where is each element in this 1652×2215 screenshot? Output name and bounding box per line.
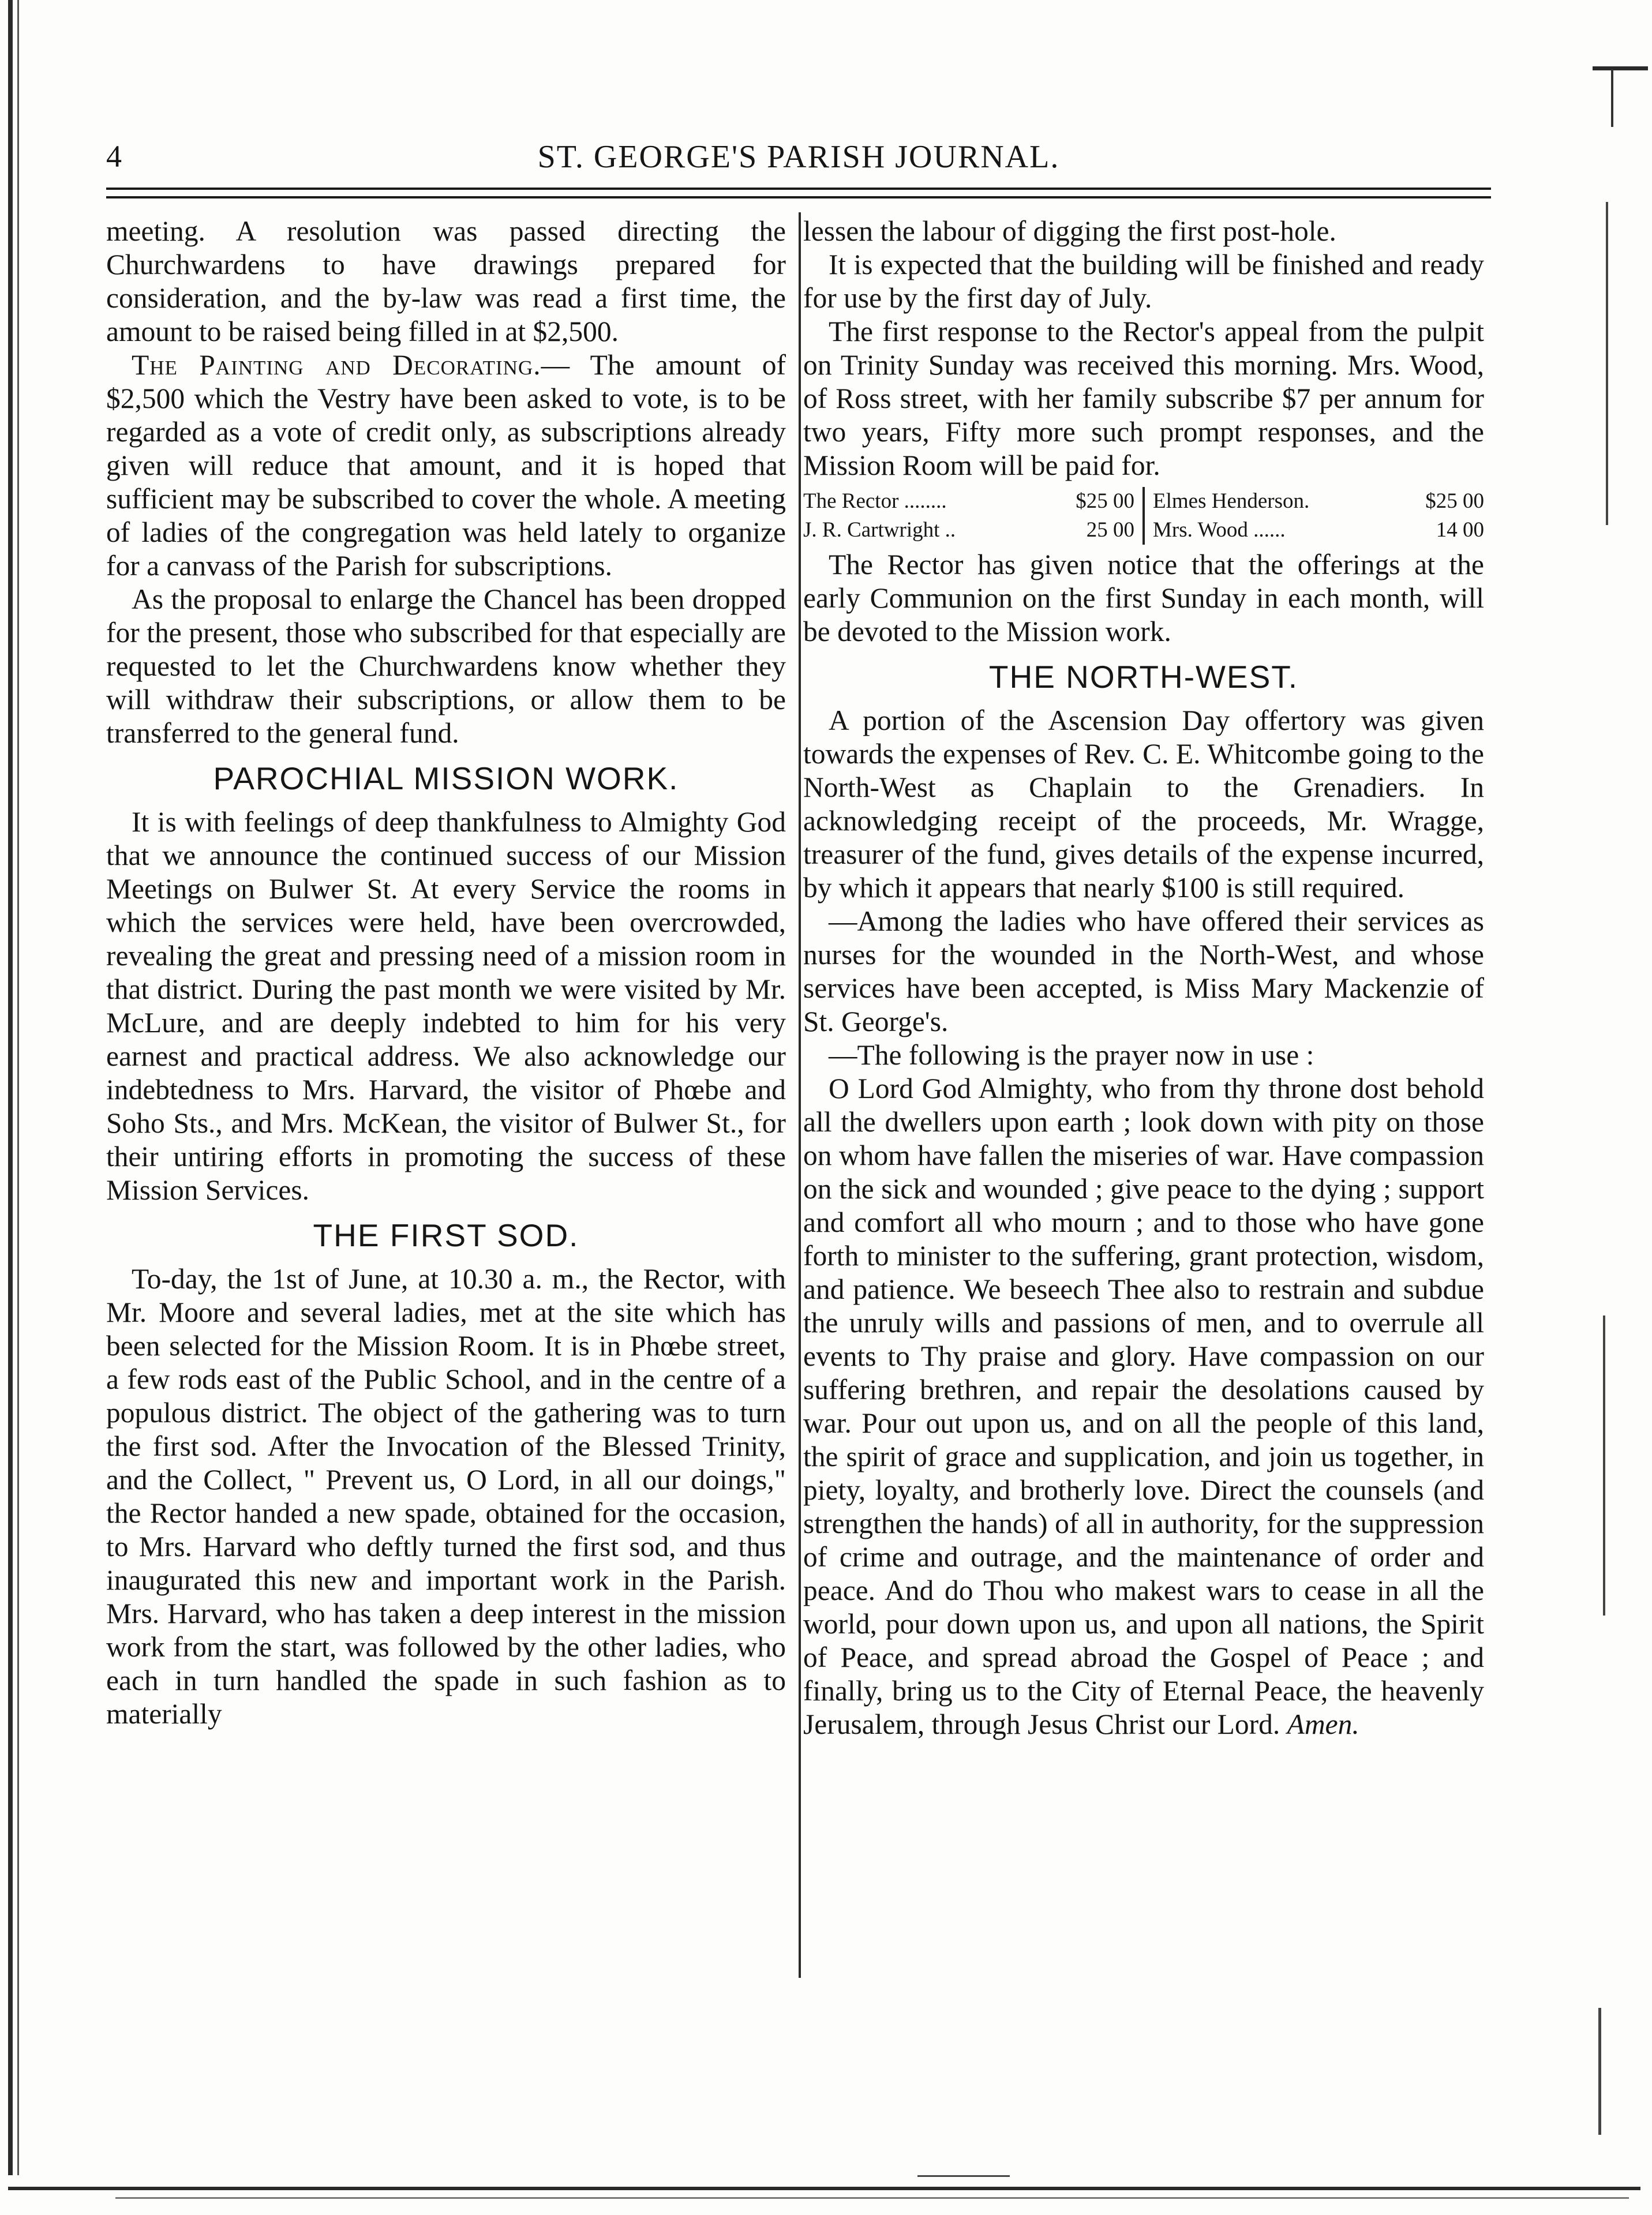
section-heading: THE NORTH-WEST.: [988, 659, 1299, 695]
run-in-heading: The Painting and Decorating.: [132, 349, 541, 381]
paragraph: The Rector has given notice that the offerings at the early Communion on the first Sunday in each month, will be devoted to the Mission work.: [803, 549, 1484, 647]
subscription-entry: [803, 487, 1134, 516]
column-divider: [799, 212, 801, 1978]
scan-corner-mark: [1593, 66, 1648, 70]
list-divider: [1142, 487, 1145, 516]
scan-border-left-inner: [17, 0, 19, 2175]
prayer-text: O Lord God Almighty, who from thy throne dost behold all the dwellers upon earth ; look down with pity on those on whom have fallen the miseries of war. Have compassion on the sick and wounded ; give peace to the dying ; support and comfort all who mourn ; and to those who have gone forth to minister to the suffering, grant protection, wisdom, and patience. We beseech Thee also to restrain and subdue the unruly wills and passions of men, and to overrule all events to Thy praise and glory. Have compassion on our suffering brethren, and repair the desolations caused by war. Pour out upon us, and on all the people of this land, the spirit of grace and supplication, and join us together, in piety, loyalty, and brotherly love. Direct the counsels (and strengthen the hands) of all in authority, for the suppression of crime and outrage, and the maintenance of order and peace. And do Thou who makest wars to cease in all the world, pour down upon us, and upon all nations, the Spirit of Peace, and spread abroad the Gospel of Peace ; and finally, bring us to the City of Eternal Peace, the heavenly Jerusalem, through Jesus Christ our Lord.: [803, 1073, 1484, 1740]
scan-edge-mark: [1606, 202, 1608, 525]
scan-smudge: [917, 2175, 1010, 2177]
paragraph: —The following is the prayer now in use :: [829, 1039, 1314, 1071]
subscriber-name: The Rector ........: [803, 489, 947, 513]
paragraph: The first response to the Rector's appeal from the pulpit on Trinity Sunday was received this morning. Mrs. Wood, of Ross street, with her family subscribe $7 per annum for two years, Fifty more such prompt responses, and the Mission Room will be paid for.: [803, 316, 1484, 481]
left-column: [106, 215, 786, 1731]
header-rule: [106, 188, 1491, 190]
right-column: [803, 215, 1484, 1741]
page-number: 4: [106, 139, 122, 174]
paragraph: As the proposal to enlarge the Chancel has been dropped for the present, those who subscribed for that especially are requested to let the Churchwardens know whether they will withdraw their subscriptions, or allow them to be transferred to the general fund.: [106, 583, 786, 749]
paragraph: It is expected that the building will be finished and ready for use by the first day of July.: [803, 249, 1484, 314]
subscription-entry: [803, 516, 1134, 545]
section-heading: THE FIRST SOD.: [313, 1217, 579, 1253]
subscription-amount: $25 00: [1425, 489, 1484, 513]
paragraph-text: — The amount of $2,500 which the Vestry have been asked to vote, is to be regarded as a vote of credit only, as subscriptions already given will reduce that amount, and it is hoped that sufficient may be subscribed to cover the whole. A meeting of ladies of the congregation was held lately to organize for a canvass of the Parish for subscriptions.: [106, 349, 786, 582]
paragraph: A portion of the Ascension Day offertory was given towards the expenses of Rev. C. E. Whitcombe going to the North-West as Chaplain to the Grenadiers. In acknowledging receipt of the proceeds, Mr. Wragge, treasurer of the fund, gives details of the expense incurred, by which it appears that nearly $100 is still required.: [803, 704, 1484, 904]
scan-border-bottom: [8, 2187, 1640, 2190]
subscriber-name: Elmes Henderson.: [1153, 489, 1310, 513]
subscription-amount: 14 00: [1436, 518, 1484, 542]
subscription-list: [803, 487, 1484, 545]
subscription-entry: [1153, 516, 1484, 545]
paragraph: [106, 348, 786, 583]
subscription-amount: $25 00: [1076, 489, 1134, 513]
journal-title: ST. GEORGE'S PARISH JOURNAL.: [537, 139, 1060, 175]
subscriber-name: J. R. Cartwright ..: [803, 518, 956, 542]
paragraph: lessen the labour of digging the first post-hole.: [803, 215, 1336, 247]
paragraph: —Among the ladies who have offered their services as nurses for the wounded in the North-West, and whose services have been accepted, is Miss Mary Mackenzie of St. George's.: [803, 905, 1484, 1037]
scan-edge-mark: [1611, 69, 1613, 127]
header-rule: [106, 196, 1491, 198]
scan-border-left: [8, 0, 13, 2175]
subscriber-name: Mrs. Wood ......: [1153, 518, 1286, 542]
scan-edge-mark: [1603, 1315, 1605, 1616]
paragraph: meeting. A resolution was passed directing the Churchwardens to have drawings prepared for consideration, and the by-law was read a first time, the amount to be raised being filled in at $2,500.: [106, 215, 786, 347]
list-divider: [1142, 516, 1145, 545]
section-heading: PAROCHIAL MISSION WORK.: [213, 760, 679, 796]
subscription-entry: [1153, 487, 1484, 516]
paragraph: It is with feelings of deep thankfulness to Almighty God that we announce the continued success of our Mission Meetings on Bulwer St. At every Service the rooms in which the services were held, have been overcrowded, revealing the great and pressing need of a mission room in that district. During the past month we were visited by Mr. McLure, and are deeply indebted to him for his very earnest and practical address. We also acknowledge our indebtedness to Mrs. Harvard, the visitor of Phœbe and Soho Sts., and Mrs. McKean, the visitor of Bulwer St., for their untiring efforts in promoting the success of these Mission Services.: [106, 806, 786, 1206]
page-header: [106, 138, 1491, 185]
subscription-amount: 25 00: [1086, 518, 1134, 542]
prayer-paragraph: [803, 1072, 1484, 1741]
prayer-closing: Amen.: [1287, 1708, 1359, 1740]
scan-border-bottom-inner: [115, 2197, 1629, 2199]
paragraph: To-day, the 1st of June, at 10.30 a. m., the Rector, with Mr. Moore and several ladies, met at the site which has been selected for the Mission Room. It is in Phœbe street, a few rods east of the Public School, and in the centre of a populous district. The object of the gathering was to turn the first sod. After the Invocation of the Blessed Trinity, and the Collect, " Prevent us, O Lord, in all our doings," the Rector handed a new spade, obtained for the occasion, to Mrs. Harvard who deftly turned the first sod, and thus inaugurated this new and important work in the Parish. Mrs. Harvard, who has taken a deep interest in the mission work from the start, was followed by the other ladies, who each in turn handled the spade in such fashion as to materially: [106, 1263, 786, 1730]
scan-edge-mark: [1598, 2008, 1601, 2135]
